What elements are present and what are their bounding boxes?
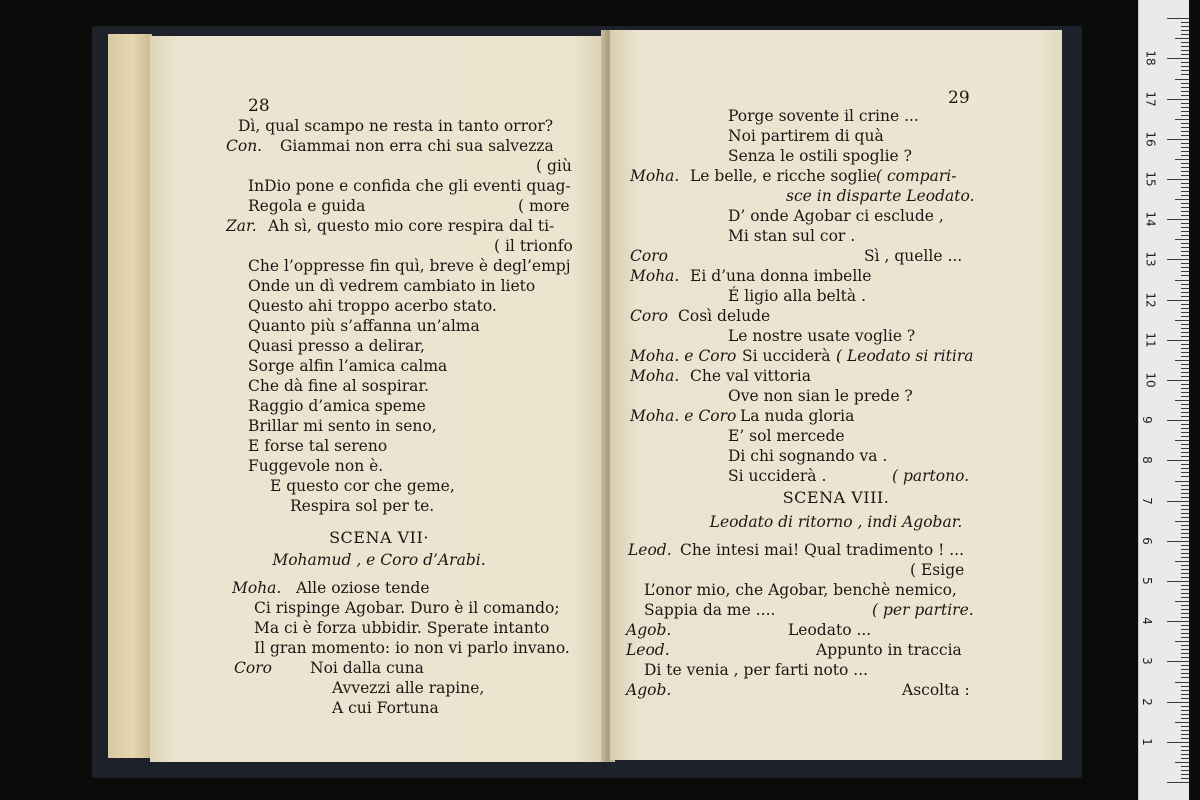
ruler-tick (1181, 207, 1189, 208)
text-line: Di te venia , per farti noto ... (644, 661, 869, 679)
text-line: Alle oziose tende (296, 579, 430, 597)
ruler-tick (1181, 513, 1189, 514)
ruler-tick (1181, 517, 1189, 518)
ruler-number: 8 (1139, 456, 1154, 465)
speaker-label: Moha. (630, 167, 680, 185)
ruler-tick (1175, 79, 1189, 80)
ruler-tick (1181, 432, 1189, 433)
scene-heading: SCENA VIII. (782, 488, 890, 507)
speaker-label: Coro (630, 247, 668, 265)
speaker-label: Moha. (630, 267, 680, 285)
speaker-label: Moha. (630, 367, 680, 385)
ruler-tick (1167, 139, 1189, 140)
ruler-tick (1181, 275, 1189, 276)
ruler-tick (1167, 661, 1189, 662)
text-line: Che dà fine al sospirar. (248, 377, 429, 395)
ruler-tick (1181, 284, 1189, 285)
ruler-tick (1175, 561, 1189, 562)
ruler-tick (1181, 505, 1189, 506)
ruler-tick (1181, 195, 1189, 196)
ruler-tick (1167, 742, 1189, 743)
ruler-tick (1181, 569, 1189, 570)
ruler-tick (1181, 537, 1189, 538)
ruler-number: 11 (1143, 332, 1158, 348)
scene-heading: SCENA VII· (329, 528, 429, 547)
ruler-tick (1181, 653, 1189, 654)
ruler-tick (1181, 529, 1189, 530)
text-line: Sì , quelle ... (864, 247, 963, 265)
ruler-tick (1181, 404, 1189, 405)
ruler-tick (1181, 215, 1189, 216)
speaker-label: Leod. (628, 541, 672, 559)
ruler-tick (1181, 408, 1189, 409)
ruler-number: 5 (1139, 577, 1154, 585)
ruler-tick (1181, 573, 1189, 574)
right-page (610, 30, 1062, 760)
ruler-number: 10 (1143, 372, 1158, 388)
ruler-tick (1181, 42, 1189, 43)
text-line: Ci rispinge Agobar. Duro è il comando; (254, 599, 560, 617)
text-line: Dì, qual scampo ne resta in tanto orror? (238, 117, 554, 135)
ruler-tick (1175, 601, 1189, 602)
ruler-tick (1181, 617, 1189, 618)
ruler-tick (1181, 372, 1189, 373)
ruler-tick (1175, 481, 1189, 482)
ruler-tick (1167, 340, 1189, 341)
speaker-label: Coro (234, 659, 272, 677)
ruler-tick (1181, 677, 1189, 678)
ruler-tick (1181, 356, 1189, 357)
ruler-tick (1181, 175, 1189, 176)
ruler-tick (1181, 774, 1189, 775)
speaker-label: Con. (226, 137, 263, 155)
ruler-tick (1167, 219, 1189, 220)
text-line: Noi partirem di quà (728, 127, 884, 145)
ruler-tick (1181, 758, 1189, 759)
ruler-tick (1181, 135, 1189, 136)
ruler-tick (1181, 476, 1189, 477)
text-line: E forse tal sereno (248, 437, 388, 455)
speaker-label: Moha. e Coro (630, 407, 737, 425)
ruler-tick (1181, 637, 1189, 638)
ruler-tick (1181, 223, 1189, 224)
ruler-tick (1167, 621, 1189, 622)
ruler-tick (1175, 722, 1189, 723)
ruler-tick (1175, 239, 1189, 240)
ruler-tick (1181, 416, 1189, 417)
ruler-tick (1181, 62, 1189, 63)
ruler-tick (1167, 300, 1189, 301)
ruler-tick (1181, 497, 1189, 498)
ruler-tick (1181, 468, 1189, 469)
ruler-tick (1181, 452, 1189, 453)
text-line: Brillar mi sento in seno, (248, 417, 437, 435)
left-page (150, 36, 608, 762)
text-line: Raggio d’amica speme (248, 397, 426, 415)
ruler-tick (1181, 577, 1189, 578)
ruler-tick (1181, 649, 1189, 650)
ruler-tick (1181, 770, 1189, 771)
ruler-tick (1167, 581, 1189, 582)
ruler-tick (1181, 316, 1189, 317)
text-line: Ei d’una donna imbelle (690, 267, 872, 285)
text-line: Sappia da me .... (644, 601, 776, 619)
text-line: Fuggevole non è. (248, 457, 384, 475)
ruler-tick (1175, 521, 1189, 522)
ruler-tick (1181, 155, 1189, 156)
ruler-tick (1181, 127, 1189, 128)
ruler-tick (1181, 271, 1189, 272)
stage-direction: ( giù (536, 157, 572, 175)
ruler-tick (1181, 533, 1189, 534)
ruler-tick (1181, 131, 1189, 132)
ruler-tick (1181, 107, 1189, 108)
stage-direction: ( Esige (910, 561, 965, 579)
ruler-tick (1181, 211, 1189, 212)
ruler-tick (1181, 734, 1189, 735)
text-line: Senza le ostili spoglie ? (728, 147, 912, 165)
text-line: Leodato ... (788, 621, 872, 639)
ruler-tick (1181, 235, 1189, 236)
ruler-tick (1181, 553, 1189, 554)
text-line: Che val vittoria (690, 367, 811, 385)
ruler-tick (1181, 74, 1189, 75)
speaker-label: Moha. e Coro (630, 347, 737, 365)
ruler-tick (1181, 191, 1189, 192)
ruler-tick (1181, 263, 1189, 264)
text-line: Appunto in traccia (816, 641, 962, 659)
text-line: A cui Fortuna (332, 699, 439, 717)
ruler-tick (1181, 565, 1189, 566)
ruler-tick (1181, 288, 1189, 289)
ruler-tick (1175, 641, 1189, 642)
ruler-tick (1175, 320, 1189, 321)
ruler-tick (1181, 348, 1189, 349)
ruler-tick (1181, 424, 1189, 425)
ruler-tick (1181, 750, 1189, 751)
ruler-tick (1181, 509, 1189, 510)
ruler-tick (1181, 525, 1189, 526)
ruler-number: 3 (1139, 657, 1154, 666)
text-line: Onde un dì vedrem cambiato in lieto (248, 277, 536, 295)
stage-direction: sce in disparte Leodato. (786, 187, 975, 205)
ruler-tick (1181, 629, 1189, 630)
ruler-tick (1181, 203, 1189, 204)
ruler-tick (1181, 332, 1189, 333)
text-line: La nuda gloria (740, 407, 855, 425)
text-line: InDio pone e confida che gli eventi quag- (248, 177, 571, 195)
text-line: Sorge alfin l’amica calma (248, 357, 448, 375)
measurement-ruler (1138, 0, 1189, 800)
text-line: Si ucciderà . (742, 347, 841, 365)
ruler-tick (1181, 151, 1189, 152)
ruler-tick (1181, 730, 1189, 731)
text-line: Si ucciderà . (728, 467, 827, 485)
ruler-tick (1181, 545, 1189, 546)
ruler-tick (1181, 778, 1189, 779)
text-line: Regola e guida (248, 197, 366, 215)
text-line: Che intesi mai! Qual tradimento ! ... (680, 541, 965, 559)
ruler-tick (1181, 448, 1189, 449)
ruler-number: 17 (1143, 90, 1158, 107)
ruler-tick (1181, 103, 1189, 104)
ruler-tick (1181, 686, 1189, 687)
text-line: Quanto più s’affanna un’alma (248, 317, 480, 335)
ruler-tick (1181, 227, 1189, 228)
text-line: Il gran momento: io non vi parlo invano. (254, 639, 570, 657)
ruler-tick (1181, 738, 1189, 739)
ruler-tick (1181, 50, 1189, 51)
ruler-tick (1181, 352, 1189, 353)
ruler-tick (1167, 259, 1189, 260)
ruler-tick (1181, 111, 1189, 112)
ruler-tick (1181, 54, 1189, 55)
ruler-tick (1181, 231, 1189, 232)
text-line: L’onor mio, che Agobar, benchè nemico, (644, 581, 957, 599)
speaker-label: Moha. (232, 579, 282, 597)
ruler-tick (1181, 593, 1189, 594)
ruler-tick (1181, 87, 1189, 88)
ruler-tick (1181, 714, 1189, 715)
ruler-number: 1 (1139, 737, 1154, 746)
scene-subtitle: Mohamud , e Coro d’Arabi. (272, 551, 486, 569)
ruler-tick (1167, 179, 1189, 180)
ruler-tick (1181, 493, 1189, 494)
text-line: Le nostre usate voglie ? (728, 327, 916, 345)
ruler-tick (1175, 762, 1189, 763)
ruler-tick (1167, 380, 1189, 381)
ruler-tick (1181, 669, 1189, 670)
text-line: Così delude (678, 307, 771, 325)
ruler-number: 9 (1139, 416, 1154, 425)
ruler-tick (1181, 665, 1189, 666)
ruler-tick (1181, 585, 1189, 586)
ruler-tick (1181, 444, 1189, 445)
ruler-tick (1175, 119, 1189, 120)
ruler-tick (1181, 472, 1189, 473)
ruler-tick (1181, 412, 1189, 413)
ruler-tick (1175, 199, 1189, 200)
ruler-tick (1181, 746, 1189, 747)
stage-direction: ( Leodato si ritira (836, 347, 974, 365)
ruler-number: 16 (1143, 131, 1158, 147)
ruler-tick (1181, 336, 1189, 337)
ruler-tick (1181, 30, 1189, 31)
ruler-tick (1181, 597, 1189, 598)
ruler-tick (1181, 633, 1189, 634)
text-line: Ascolta : (902, 681, 970, 699)
ruler-tick (1181, 706, 1189, 707)
text-line: E questo cor che geme, (270, 477, 455, 495)
ruler-tick (1181, 657, 1189, 658)
ruler-tick (1181, 255, 1189, 256)
ruler-tick (1181, 123, 1189, 124)
ruler-tick (1181, 91, 1189, 92)
text-line: Ah sì, questo mio core respira dal ti- (268, 217, 555, 235)
ruler-tick (1181, 396, 1189, 397)
speaker-label: Agob. (626, 681, 672, 699)
ruler-tick (1181, 308, 1189, 309)
ruler-tick (1181, 388, 1189, 389)
ruler-number: 4 (1139, 617, 1154, 626)
ruler-tick (1181, 436, 1189, 437)
ruler-number: 2 (1139, 697, 1154, 706)
speaker-label: Agob. (626, 621, 672, 639)
ruler-tick (1181, 70, 1189, 71)
ruler-tick (1181, 625, 1189, 626)
ruler-number: 12 (1143, 291, 1158, 308)
ruler-tick (1175, 280, 1189, 281)
ruler-tick (1181, 304, 1189, 305)
ruler-number: 14 (1143, 211, 1158, 227)
ruler-number: 6 (1139, 536, 1154, 545)
ruler-tick (1181, 766, 1189, 767)
ruler-tick (1181, 428, 1189, 429)
text-line: E’ sol mercede (728, 427, 845, 445)
text-line: Ove non sian le prede ? (728, 387, 913, 405)
text-line: D’ onde Agobar ci esclude , (728, 207, 944, 225)
ruler-tick (1181, 171, 1189, 172)
ruler-tick (1167, 501, 1189, 502)
ruler-tick (1181, 613, 1189, 614)
stage-direction: ( compari- (876, 167, 957, 185)
ruler-tick (1181, 376, 1189, 377)
ruler-tick (1181, 384, 1189, 385)
page-stack-edge (108, 34, 152, 758)
ruler-tick (1175, 360, 1189, 361)
text-line: Respira sol per te. (290, 497, 435, 515)
text-line: Mi stan sul cor . (728, 227, 856, 245)
ruler-tick (1181, 328, 1189, 329)
ruler-tick (1181, 147, 1189, 148)
ruler-tick (1181, 549, 1189, 550)
text-line: Porge sovente il crine ... (728, 107, 919, 125)
ruler-tick (1175, 440, 1189, 441)
ruler-number: 15 (1143, 171, 1158, 187)
ruler-tick (1181, 95, 1189, 96)
ruler-tick (1175, 159, 1189, 160)
ruler-number: 7 (1139, 496, 1154, 505)
ruler-tick (1181, 368, 1189, 369)
ruler-tick (1175, 682, 1189, 683)
ruler-tick (1181, 183, 1189, 184)
ruler-tick (1181, 645, 1189, 646)
scene-subtitle: Leodato di ritorno , indi Agobar. (709, 513, 963, 531)
ruler-tick (1181, 718, 1189, 719)
ruler-tick (1181, 324, 1189, 325)
ruler-tick (1181, 489, 1189, 490)
ruler-tick (1181, 243, 1189, 244)
ruler-tick (1181, 710, 1189, 711)
page-number: 29 (948, 88, 970, 108)
ruler-tick (1181, 115, 1189, 116)
ruler-tick (1181, 364, 1189, 365)
text-line: Quasi presso a delirar, (248, 337, 425, 355)
ruler-tick (1167, 702, 1189, 703)
ruler-tick (1167, 18, 1189, 19)
text-line: Questo ahi troppo acerbo stato. (248, 297, 497, 315)
ruler-tick (1181, 673, 1189, 674)
text-line: Ma ci è forza ubbidir. Sperate intanto (254, 619, 550, 637)
text-line: Giammai non erra chi sua salvezza (280, 137, 554, 155)
text-line: Le belle, e ricche soglie (690, 167, 877, 185)
ruler-tick (1167, 58, 1189, 59)
ruler-tick (1181, 46, 1189, 47)
speaker-label: Coro (630, 307, 668, 325)
ruler-tick (1167, 99, 1189, 100)
ruler-tick (1181, 344, 1189, 345)
text-line: Avvezzi alle rapine, (332, 679, 485, 697)
ruler-tick (1167, 420, 1189, 421)
stage-direction: ( il trionfo (494, 237, 573, 255)
ruler-tick (1181, 698, 1189, 699)
ruler-tick (1181, 557, 1189, 558)
ruler-tick (1181, 726, 1189, 727)
ruler-number: 18 (1143, 50, 1158, 67)
text-line: Che l’oppresse fin quì, breve è degl’empj (248, 257, 571, 275)
ruler-tick (1181, 167, 1189, 168)
ruler-tick (1181, 312, 1189, 313)
ruler-tick (1181, 187, 1189, 188)
ruler-tick (1181, 163, 1189, 164)
ruler-tick (1181, 464, 1189, 465)
ruler-tick (1181, 251, 1189, 252)
ruler-tick (1181, 34, 1189, 35)
page-number: 28 (248, 96, 270, 116)
stage-direction: ( partono. (892, 467, 970, 485)
ruler-tick (1181, 605, 1189, 606)
ruler-tick (1167, 460, 1189, 461)
ruler-tick (1181, 143, 1189, 144)
ruler-tick (1181, 694, 1189, 695)
text-line: Noi dalla cuna (310, 659, 424, 677)
ruler-tick (1181, 589, 1189, 590)
ruler-tick (1181, 485, 1189, 486)
ruler-tick (1175, 38, 1189, 39)
stage-direction: ( more (518, 197, 570, 215)
ruler-tick (1167, 541, 1189, 542)
ruler-tick (1181, 247, 1189, 248)
ruler-tick (1181, 690, 1189, 691)
ruler-tick (1181, 754, 1189, 755)
ruler-tick (1181, 26, 1189, 27)
ruler-tick (1181, 22, 1189, 23)
text-line: É ligio alla beltà . (728, 287, 866, 305)
ruler-tick (1181, 66, 1189, 67)
ruler-tick (1181, 609, 1189, 610)
text-line: Di chi sognando va . (728, 447, 888, 465)
ruler-tick (1181, 296, 1189, 297)
ruler-tick (1181, 267, 1189, 268)
ruler-tick (1181, 83, 1189, 84)
speaker-label: Leod. (626, 641, 670, 659)
stage-direction: ( per partire. (872, 601, 974, 619)
ruler-tick (1181, 392, 1189, 393)
speaker-label: Zar. (226, 217, 257, 235)
ruler-tick (1175, 400, 1189, 401)
ruler-tick (1181, 292, 1189, 293)
ruler-tick (1167, 782, 1189, 783)
ruler-number: 13 (1143, 251, 1158, 268)
ruler-tick (1181, 456, 1189, 457)
